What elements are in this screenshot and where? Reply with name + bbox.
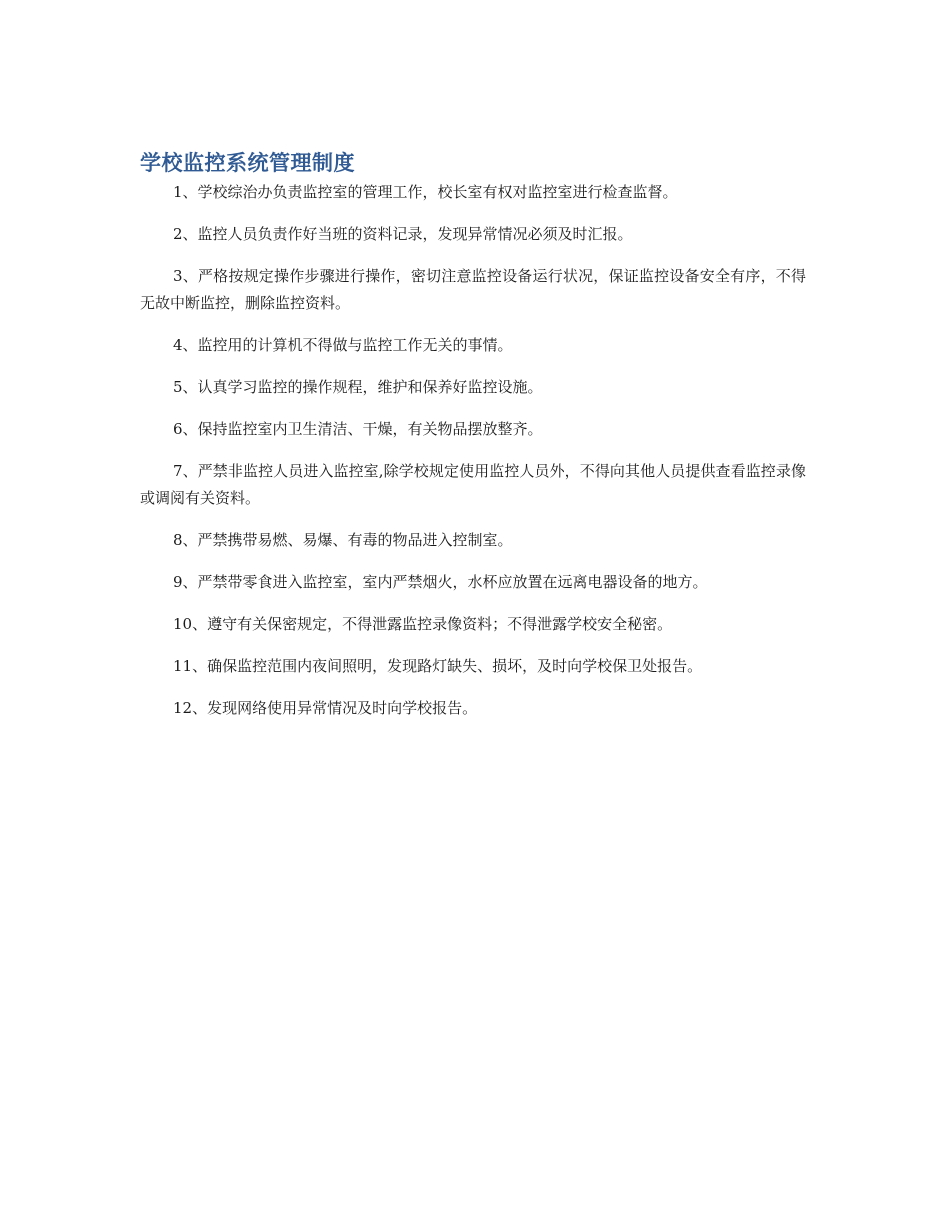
rule-list (140, 179, 806, 722)
rule-item: 5、认真学习监控的操作规程，维护和保养好监控设施。 (173, 378, 543, 396)
rule-item: 12、发现网络使用异常情况及时向学校报告。 (173, 699, 478, 717)
rule-item: 10、遵守有关保密规定，不得泄露监控录像资料；不得泄露学校安全秘密。 (173, 615, 673, 633)
rule-item: 11、确保监控范围内夜间照明，发现路灯缺失、损坏，及时向学校保卫处报告。 (173, 657, 703, 675)
page-title: 学校监控系统管理制度 (140, 151, 355, 175)
rule-item: 8、严禁携带易燃、易爆、有毒的物品进入控制室。 (173, 531, 513, 549)
rule-item: 1、学校综治办负责监控室的管理工作，校长室有权对监控室进行检查监督。 (173, 183, 678, 201)
rule-item: 3、严格按规定操作步骤进行操作，密切注意监控设备运行状况，保证监控设备安全有序，不得无故中断监控，删除监控资料。 (140, 267, 806, 312)
document-page (140, 148, 806, 737)
rule-item: 9、严禁带零食进入监控室，室内严禁烟火，水杯应放置在远离电器设备的地方。 (173, 573, 708, 591)
rule-item: 4、监控用的计算机不得做与监控工作无关的事情。 (173, 336, 513, 354)
rule-item: 2、监控人员负责作好当班的资料记录，发现异常情况必须及时汇报。 (173, 225, 633, 243)
rule-item: 7、严禁非监控人员进入监控室,除学校规定使用监控人员外，不得向其他人员提供查看监控录像或调阅有关资料。 (140, 462, 806, 507)
rule-item: 6、保持监控室内卫生清洁、干燥，有关物品摆放整齐。 (173, 420, 543, 438)
